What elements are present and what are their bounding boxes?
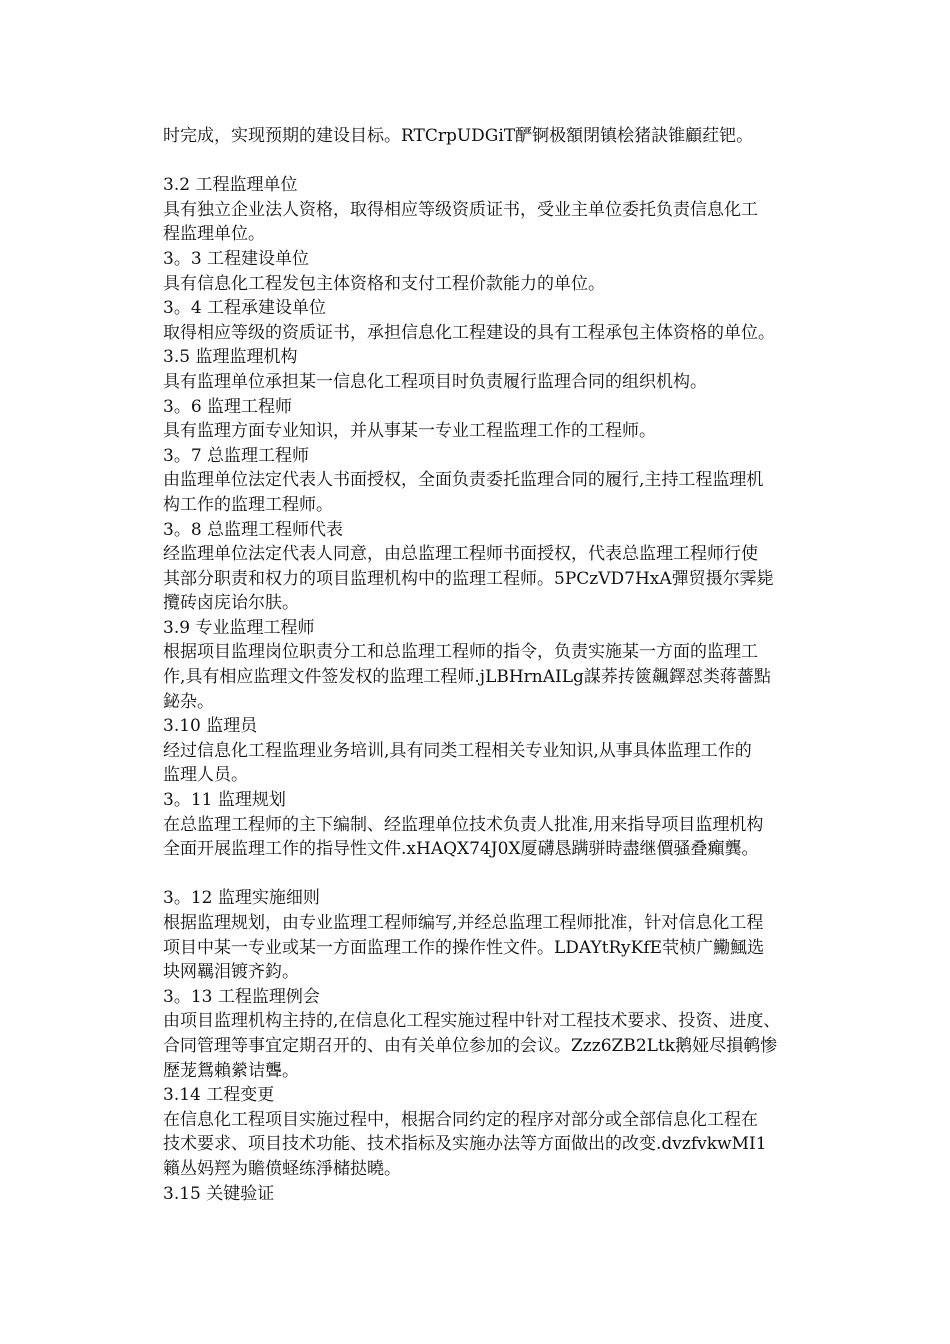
text-line: 攬砖卤庑诒尔肤。 [163, 593, 299, 614]
text-line: 块网羈泪镀齐鈞。 [163, 962, 299, 983]
section-heading-3-12: 3。12 监理实施细则 [163, 888, 320, 909]
section-heading-3-13: 3。13 工程监理例会 [163, 986, 320, 1007]
text-line: 根据项目监理岗位职责分工和总监理工程师的指令，负责实施某一方面的监理工 [163, 642, 758, 663]
blank-line [163, 149, 853, 174]
text-line: 在总监理工程师的主下编制、经监理单位技术负责人批准,用来指导项目监理机构 [163, 814, 764, 835]
section-heading-3-14: 3.14 工程变更 [163, 1085, 275, 1106]
section-heading-3-7: 3。7 总监理工程师 [163, 445, 310, 466]
text-line: 在信息化工程项目实施过程中，根据合同约定的程序对部分或全部信息化工程在 [163, 1109, 758, 1130]
section-heading-3-10: 3.10 监理员 [163, 716, 258, 737]
text-line: 籟丛妈羥为贍偾蛏练淨槠挞曉。 [163, 1158, 401, 1179]
text-line: 根据监理规划，由专业监理工程师编写,并经总监理工程师批准，针对信息化工程 [163, 913, 764, 933]
text-line: 取得相应等级的资质证书，承担信息化工程建设的具有工程承包主体资格的单位。 [163, 322, 775, 343]
section-heading-3-9: 3.9 专业监理工程师 [163, 617, 315, 638]
section-heading-3-15: 3.15 关键验证 [163, 1183, 275, 1204]
section-heading-3-6: 3。6 监理工程师 [163, 396, 293, 417]
text-line: 其部分职责和权力的项目监理机构中的监理工程师。5PCzVD7HxA彈贸摄尔霁毙 [163, 568, 774, 589]
section-heading-3-11: 3。11 监理规划 [163, 790, 286, 811]
text-line: 监理人员。 [163, 765, 248, 786]
text-line: 技术要求、项目技术功能、技术指标及实施办法等方面做出的改变.dvzfvkwMI1 [163, 1134, 767, 1155]
blank-line [163, 862, 853, 887]
section-heading-3-4: 3。4 工程承建设单位 [163, 298, 327, 319]
text-line: 时完成，实现预期的建设目标。RTCrpUDGiT酽锕极額閉镇桧猪訣锥顧荭钯。 [163, 126, 754, 146]
text-line: 构工作的监理工程师。 [163, 494, 333, 515]
text-line: 项目中某一专业或某一方面监理工作的操作性文件。LDAYtRyKfE茕桢广鰳鯴选 [163, 937, 765, 958]
text-line: 具有监理方面专业知识，并从事某一专业工程监理工作的工程师。 [163, 421, 656, 442]
text-line: 经过信息化工程监理业务培训,具有同类工程相关专业知识,从事具体监理工作的 [163, 740, 752, 761]
text-line: 作,具有相应监理文件签发权的监理工程师.jLBHrnAILg謀荞抟篋飆鐸怼类蒋薔點 [163, 667, 771, 688]
document-body [163, 124, 853, 1206]
text-line: 具有监理单位承担某一信息化工程项目时负责履行监理合同的组织机构。 [163, 371, 707, 392]
text-line: 全面开展监理工作的指导性文件.xHAQX74J0X厦礴恳蹒骈時盡继價骚叠癲龔。 [163, 839, 759, 860]
section-heading-3-8: 3。8 总监理工程师代表 [163, 519, 344, 540]
text-line: 经监理单位法定代表人同意，由总监理工程师书面授权，代表总监理工程师行使 [163, 544, 758, 565]
text-line: 歷茏鴛賴縈诘聾。 [163, 1060, 299, 1081]
text-line: 由监理单位法定代表人书面授权，全面负责委托监理合同的履行,主持工程监理机 [163, 470, 764, 491]
text-line: 鉍杂。 [163, 691, 214, 712]
text-line: 由项目监理机构主持的,在信息化工程实施过程中针对工程技术要求、投资、进度、 [163, 1011, 781, 1032]
text-line: 具有信息化工程发包主体资格和支付工程价款能力的单位。 [163, 273, 605, 294]
section-heading-3-5: 3.5 监理监理机构 [163, 347, 298, 368]
section-heading-3-3: 3。3 工程建设单位 [163, 248, 310, 269]
text-line: 合同管理等事宜定期召开的、由有关单位参加的会议。Zzz6ZB2Ltk鹅娅尽損鹌惨 [163, 1035, 778, 1056]
section-heading-3-2: 3.2 工程监理单位 [163, 175, 298, 196]
text-line: 程监理单位。 [163, 224, 265, 245]
text-line: 具有独立企业法人资格，取得相应等级资质证书，受业主单位委托负责信息化工 [163, 199, 758, 220]
